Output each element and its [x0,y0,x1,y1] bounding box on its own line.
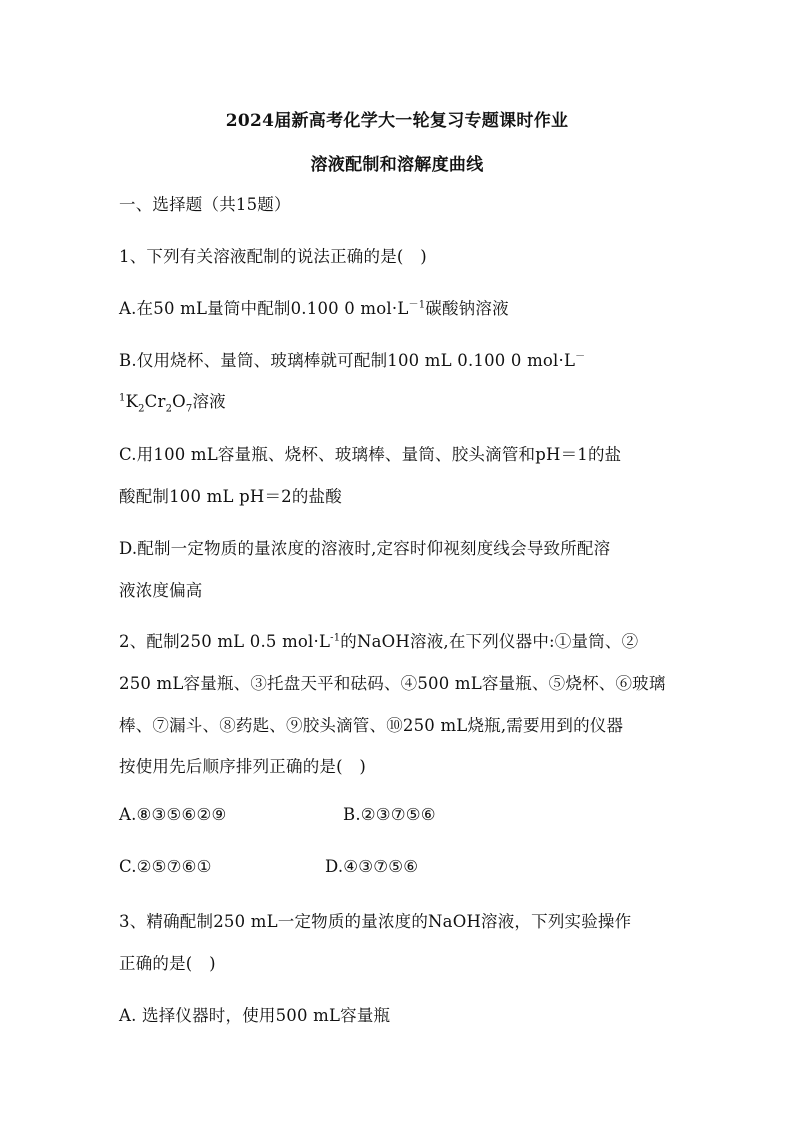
q1-formula-sub-1: 2 [138,403,145,415]
q1-option-b-sup-2: 1 [119,392,126,404]
q2-stem-tail: 的NaOH溶液,在下列仪器中:①量筒、② [340,632,639,651]
q2-stem-sup: -1 [330,632,341,644]
q1-option-a-sup: －1 [408,299,426,311]
q2-stem-line3: 棒、⑦漏斗、⑧药匙、⑨胶头滴管、⑩250 mL烧瓶,需要用到的仪器 [119,716,624,735]
q1-option-b-line2 [119,388,226,415]
q1-option-a-text: A.在50 mL量筒中配制0.100 0 mol·L [119,299,409,318]
q1-option-c-line2: 酸配制100 mL pH＝2的盐酸 [119,487,342,506]
q1-option-a [119,295,509,319]
q2-option-d: D.④③⑦⑤⑥ [325,857,419,876]
q1-formula-cr: Cr [144,392,166,411]
q2-stem-line2: 250 mL容量瓶、③托盘天平和砝码、④500 mL容量瓶、⑤烧杯、⑥玻璃 [119,674,666,693]
q1-option-b-sup: － [575,351,586,363]
q1-option-b-tail: 溶液 [192,392,226,411]
document-subtitle: 溶液配制和溶解度曲线 [310,155,484,175]
q1-option-d-line1: D.配制一定物质的量浓度的溶液时,定容时仰视刻度线会导致所配溶 [119,539,611,558]
q3-option-a: A. 选择仪器时，使用500 mL容量瓶 [119,1006,391,1025]
q2-stem-line4: 按使用先后顺序排列正确的是( ) [119,757,367,776]
q1-option-c-line1: C.用100 mL容量瓶、烧杯、玻璃棒、量筒、胶头滴管和pH＝1的盐 [119,445,622,464]
q2-option-c: C.②⑤⑦⑥① [119,857,212,876]
q2-option-b: B.②③⑦⑤⑥ [343,805,436,824]
q1-option-d-line2: 液浓度偏高 [119,581,203,600]
q1-formula-sub-3: 7 [185,403,193,415]
q1-formula-k: K [125,392,139,411]
q1-formula-o: O [172,392,186,411]
q2-stem-text: 2、配制250 mL 0.5 mol·L [119,632,331,651]
q1-stem: 1、下列有关溶液配制的说法正确的是( ) [119,247,427,266]
q3-stem-line1: 3、精确配制250 mL一定物质的量浓度的NaOH溶液，下列实验操作 [119,912,632,931]
q1-option-b-line1 [119,347,585,371]
q1-formula-sub-2: 2 [165,403,173,415]
q3-stem-line2: 正确的是( ) [119,954,216,973]
q2-stem-line1 [119,628,638,652]
document-title: 2024届新高考化学大一轮复习专题课时作业 [225,111,569,131]
section-heading: 一、选择题（共15题） [119,195,291,214]
q2-option-a: A.⑧③⑤⑥②⑨ [119,805,227,824]
q1-option-a-tail: 碳酸钠溶液 [425,299,509,318]
q1-option-b-text: B.仅用烧杯、量筒、玻璃棒就可配制100 mL 0.100 0 mol·L [119,351,576,370]
